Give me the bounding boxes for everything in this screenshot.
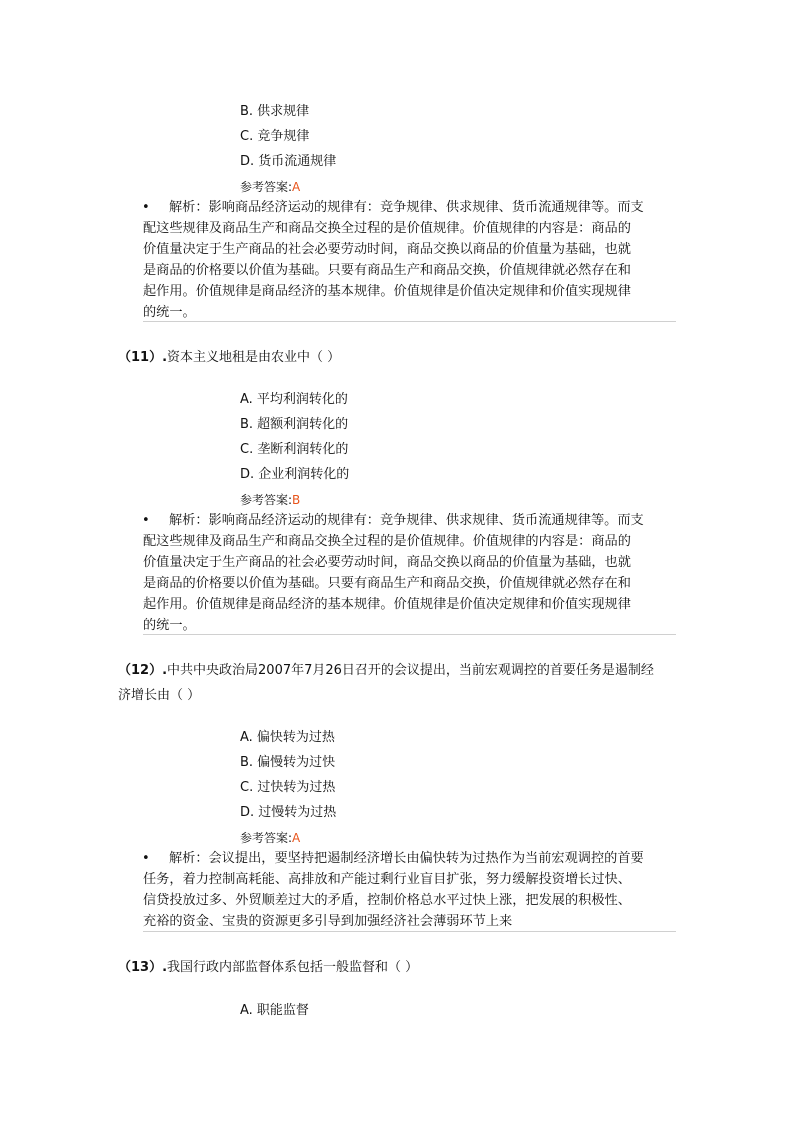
option-c: C. 垄断利润转化的 <box>240 442 349 457</box>
option-d: D. 货币流通规律 <box>240 154 337 169</box>
divider <box>143 931 676 932</box>
bullet-icon: • <box>142 851 150 866</box>
answer-label: 参考答案: <box>240 493 293 507</box>
option-c: C. 过快转为过热 <box>240 780 336 795</box>
option-a: A. 平均利润转化的 <box>240 392 348 407</box>
analysis-text: 解析：影响商品经济运动的规律有：竞争规律、供求规律、货币流通规律等。而支 配这些规律及商品生产和商品交换全过程的是价值规律。价值规律的内容是：商品的 价值量决定于生产商品的社会必要劳动时间，商品交换以商品的价值量为基础，也就 是商品的价格要以价值为基础。只要有商品生产和商品交换，价值规律就必然存在和 起作用。价值规律是商品经济的基本规律。价值规律是价值决定规律和价值实现规律 的统一。 <box>143 513 644 633</box>
analysis-text: 解析：会议提出，要坚持把遏制经济增长由偏快转为过热作为当前宏观调控的首要 任务，着力控制高耗能、高排放和产能过剩行业盲目扩张，努力缓解投资增长过快、 信贷投放过多、外贸顺差过大的矛盾，控制价格总水平过快上涨，把发展的积极性、 充裕的资金、宝贵的资源更多引导到加强经济社会薄弱环节上来 <box>143 851 644 929</box>
divider <box>143 634 676 635</box>
reference-answer <box>240 179 300 195</box>
answer-label: 参考答案: <box>240 831 293 845</box>
answer-label: 参考答案: <box>240 180 293 194</box>
question-11 <box>118 345 678 370</box>
question-13 <box>118 955 678 980</box>
option-d: D. 企业利润转化的 <box>240 467 350 482</box>
question-number: （13）. <box>118 960 168 975</box>
question-text: 中共中央政治局2007年7月26日召开的会议提出，当前宏观调控的首要任务是遏制经 济增长由（ ） <box>118 663 654 703</box>
option-a: A. 偏快转为过热 <box>240 730 335 745</box>
reference-answer <box>240 830 300 846</box>
answer-letter: A <box>292 180 301 194</box>
option-b: B. 超额利润转化的 <box>240 417 349 432</box>
bullet-icon: • <box>142 513 150 528</box>
question-text: 资本主义地租是由农业中（ ） <box>167 350 341 365</box>
option-d: D. 过慢转为过热 <box>240 805 337 820</box>
question-number: （11）. <box>118 350 168 365</box>
option-a: A. 职能监督 <box>240 1003 309 1018</box>
answer-letter: B <box>292 493 301 507</box>
answer-letter: A <box>292 831 301 845</box>
option-b: B. 供求规律 <box>240 104 310 119</box>
question-text: 我国行政内部监督体系包括一般监督和（ ） <box>167 960 419 975</box>
question-number: （12）. <box>118 663 168 678</box>
bullet-icon: • <box>142 200 150 215</box>
question-12 <box>118 658 678 708</box>
option-c: C. 竞争规律 <box>240 129 310 144</box>
option-b: B. 偏慢转为过快 <box>240 755 336 770</box>
reference-answer <box>240 492 300 508</box>
divider <box>143 321 676 322</box>
analysis-text: 解析：影响商品经济运动的规律有：竞争规律、供求规律、货币流通规律等。而支 配这些规律及商品生产和商品交换全过程的是价值规律。价值规律的内容是：商品的 价值量决定于生产商品的社会必要劳动时间，商品交换以商品的价值量为基础，也就 是商品的价格要以价值为基础。只要有商品生产和商品交换，价值规律就必然存在和 起作用。价值规律是商品经济的基本规律。价值规律是价值决定规律和价值实现规律 的统一。 <box>143 200 644 320</box>
